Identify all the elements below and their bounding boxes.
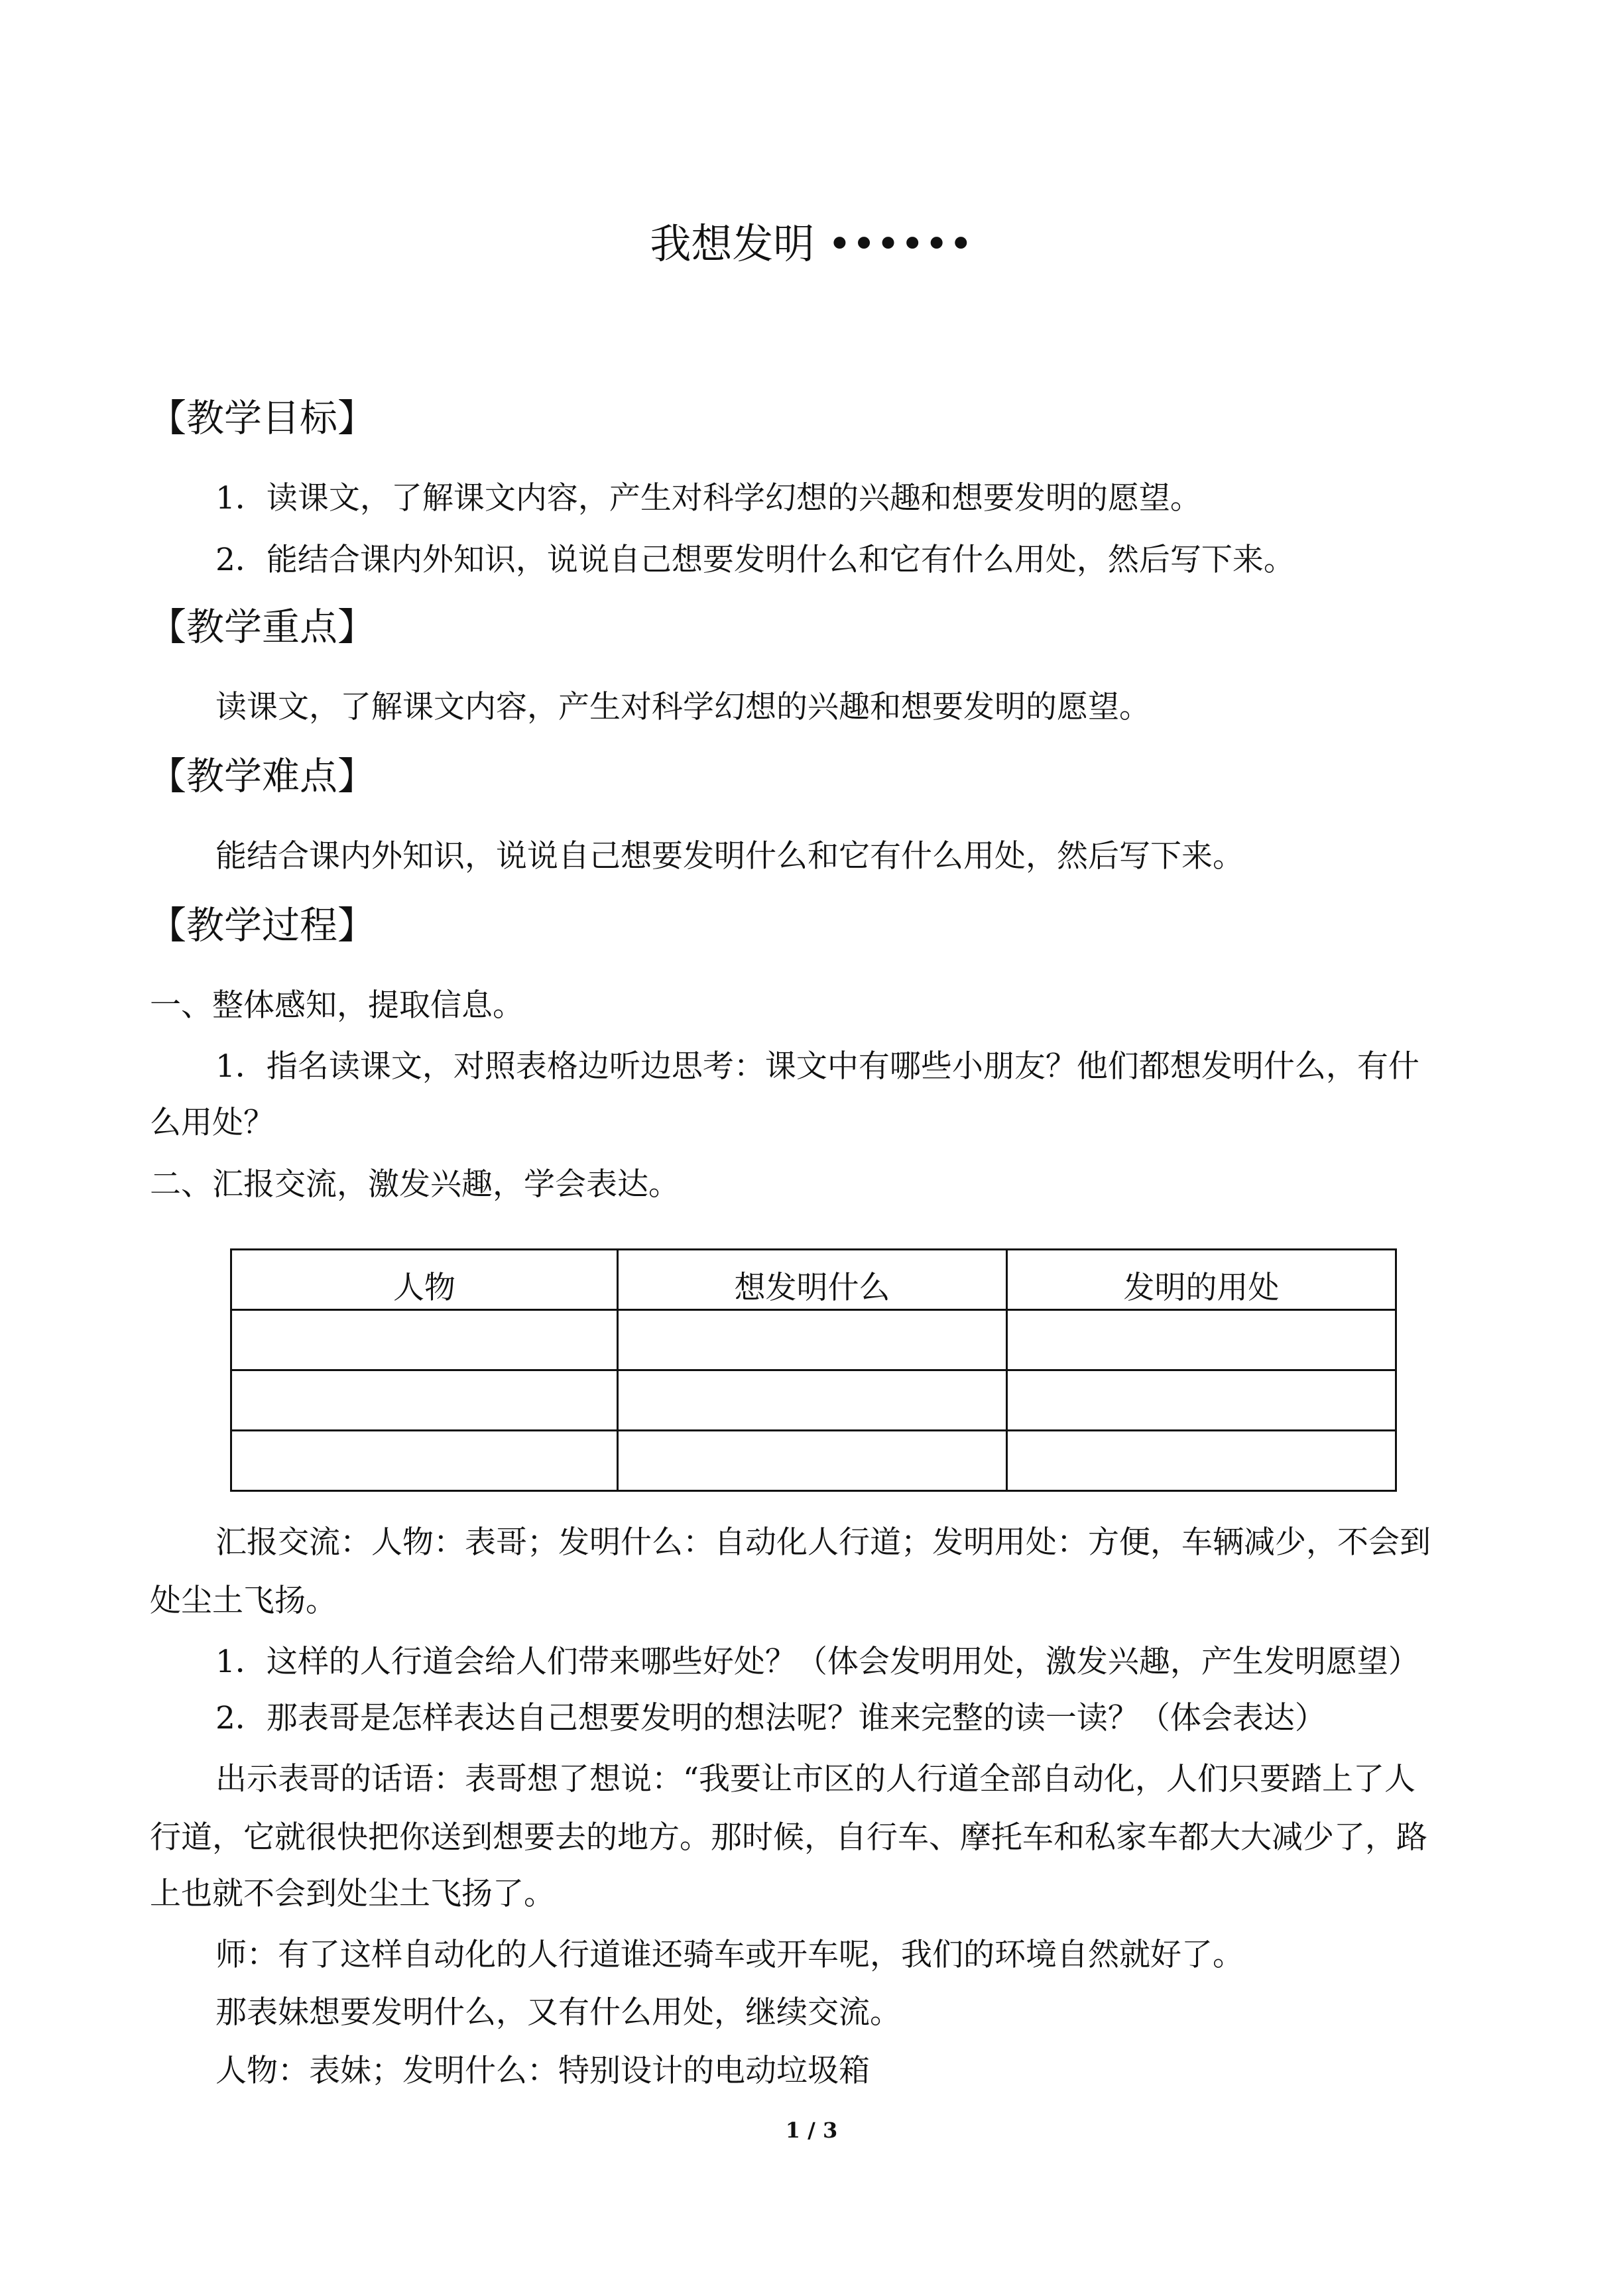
- table-cell: [1007, 1370, 1396, 1431]
- header-usage: 发明的用处: [1123, 1270, 1280, 1306]
- table-cell: [618, 1431, 1007, 1491]
- header-person: 人物: [393, 1270, 455, 1306]
- report-text: 汇报交流：人物：表哥；发明什么：自动化人行道；发明用处：方便，车辆减少，不会到: [215, 1524, 1431, 1561]
- teacher-remark: 师：有了这样自动化的人行道谁还骑车或开车呢，我们的环境自然就好了。: [215, 1937, 1244, 1973]
- focus-text: 读课文，了解课文内容，产生对科学幻想的兴趣和想要发明的愿望。: [215, 689, 1150, 725]
- quote-text-continuation: 上也就不会到处尘土飞扬了。: [150, 1876, 555, 1912]
- table-cell: [231, 1431, 618, 1491]
- question-item: 2．那表哥是怎样表达自己想要发明的想法呢？谁来完整的读一读？（体会表达）: [215, 1700, 1326, 1736]
- table-cell: [231, 1310, 618, 1370]
- quote-text-continuation: 行道，它就很快把你送到想要去的地方。那时候，自行车、摩托车和私家车都大大减少了，路: [150, 1819, 1427, 1856]
- table-header-row: [231, 1250, 1396, 1310]
- table-cell: [231, 1370, 618, 1431]
- goal-item: 2．能结合课内外知识，说说自己想要发明什么和它有什么用处，然后写下来。: [215, 542, 1295, 578]
- table-row: [231, 1310, 1396, 1370]
- table-cell: [1007, 1310, 1396, 1370]
- table-header-cell: [618, 1250, 1007, 1310]
- section-heading-focus: 【教学重点】: [149, 605, 375, 649]
- process-step-heading: 二、汇报交流，激发兴趣，学会表达。: [150, 1166, 680, 1203]
- page-number: 1 / 3: [785, 2118, 838, 2143]
- table-row: [231, 1431, 1396, 1491]
- difficulty-text: 能结合课内外知识，说说自己想要发明什么和它有什么用处，然后写下来。: [215, 838, 1244, 875]
- header-invention: 想发明什么: [734, 1270, 890, 1306]
- transition-text: 那表妹想要发明什么，又有什么用处，继续交流。: [215, 1994, 901, 2031]
- section-heading-goals: 【教学目标】: [149, 396, 375, 440]
- table-cell: [1007, 1431, 1396, 1491]
- process-item-continuation: 么用处？: [150, 1105, 274, 1141]
- process-item: 1．指名读课文，对照表格边听边思考：课文中有哪些小朋友？他们都想发明什么，有什: [215, 1048, 1419, 1085]
- report-text-continuation: 处尘土飞扬。: [150, 1583, 337, 1619]
- table-header-cell: [231, 1250, 618, 1310]
- process-step-heading: 一、整体感知，提取信息。: [150, 987, 524, 1024]
- question-item: 1．这样的人行道会给人们带来哪些好处？（体会发明用处，激发兴趣，产生发明愿望）: [215, 1644, 1419, 1680]
- goal-item: 1．读课文，了解课文内容，产生对科学幻想的兴趣和想要发明的愿望。: [215, 480, 1201, 516]
- table-cell: [618, 1310, 1007, 1370]
- table-header-cell: [1007, 1250, 1396, 1310]
- quote-text: 出示表哥的话语：表哥想了想说：“我要让市区的人行道全部自动化，人们只要踏上了人: [215, 1761, 1416, 1797]
- table-cell: [618, 1370, 1007, 1431]
- section-heading-process: 【教学过程】: [149, 904, 375, 947]
- table-row: [231, 1370, 1396, 1431]
- invention-table: [230, 1248, 1397, 1492]
- page-title: 我想发明 ••••••: [650, 219, 973, 268]
- section-heading-difficulty: 【教学难点】: [149, 755, 375, 798]
- cousin-report: 人物：表妹；发明什么：特别设计的电动垃圾箱: [215, 2053, 870, 2089]
